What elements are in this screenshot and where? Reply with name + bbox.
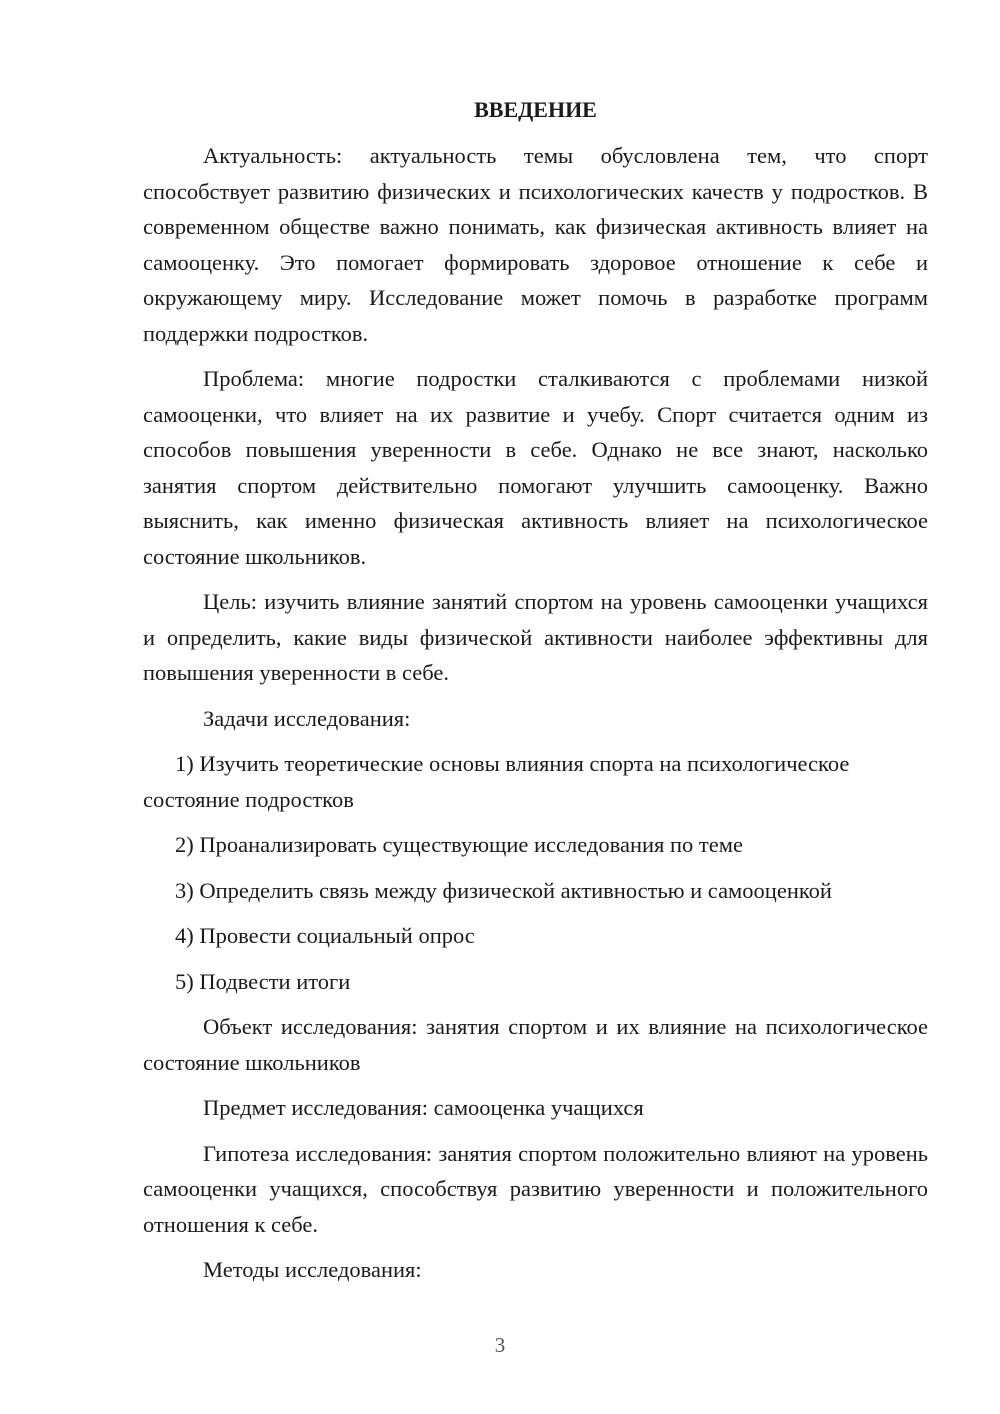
list-item: 5) Подвести итоги (175, 968, 351, 994)
tasks-list (143, 746, 928, 999)
page-number: 3 (494, 1333, 506, 1357)
list-item: 3) Определить связь между физической активностью и самооценкой (175, 877, 832, 903)
subject-paragraph: Предмет исследования: самооценка учащихся (203, 1095, 644, 1120)
problem-paragraph: Проблема: многие подростки сталкиваются с проблемами низкой самооценки, что влияет на их развитие и учебу. Спорт считается одним из способов повышения уверенности в себе. Однако не все знают, насколько занятия спортом действительно помогают улучшить самооценку. Важно выяснить, как именно физическая активность влияет на психологическое состояние школьников. (143, 366, 928, 569)
page-content (143, 92, 928, 1298)
relevance-paragraph: Актуальность: актуальность темы обусловлена тем, что спорт способствует развитию физических и психологических качеств у подростков. В современном обществе важно понимать, как физическая активность влияет на самооценку. Это помогает формировать здоровое отношение к себе и окружающему миру. Исследование может помочь в разработке программ поддержки подростков. (143, 143, 928, 346)
goal-paragraph: Цель: изучить влияние занятий спортом на уровень самооценки учащихся и определить, какие виды физической активности наиболее эффективны для повышения уверенности в себе. (143, 589, 928, 685)
tasks-heading: Задачи исследования: (203, 705, 411, 731)
methods-heading: Методы исследования: (203, 1257, 422, 1282)
section-title: ВВЕДЕНИЕ (474, 97, 597, 122)
list-item: 4) Провести социальный опрос (175, 923, 475, 948)
list-item: 2) Проанализировать существующие исследования по теме (175, 832, 743, 857)
object-paragraph: Объект исследования: занятия спортом и их влияние на психологическое состояние школьников (143, 1014, 928, 1075)
hypothesis-paragraph: Гипотеза исследования: занятия спортом положительно влияют на уровень самооценки учащихся, способствуя развитию уверенности и положительного отношения к себе. (143, 1140, 928, 1237)
list-item: 1) Изучить теоретические основы влияния спорта на психологическое состояние подростков (143, 751, 850, 812)
